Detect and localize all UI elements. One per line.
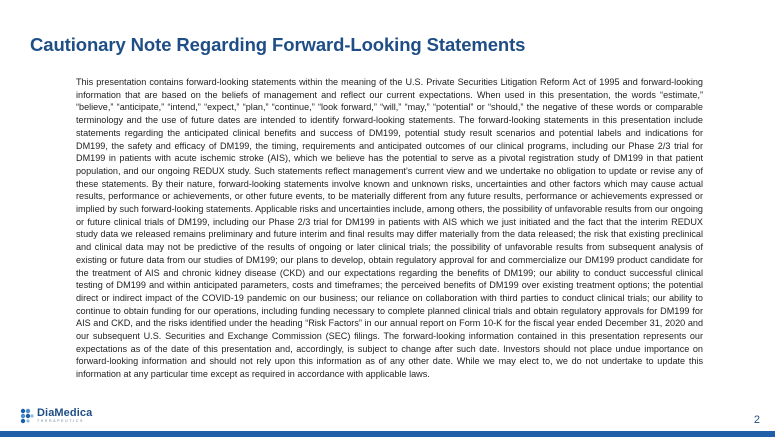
- disclaimer-paragraph: This presentation contains forward-looking statements within the meaning of the U.S. Private Securities Litigation Reform Act of 1995 and forward-looking information that are based on the beliefs of management and reflect our current expectations. When used in this presentation, the words “estimate,” “believe,” “anticipate,” “intend,” “expect,” “plan,” “continue,” “look forward,” “will,” “may,” “potential” or “should,” the negative of these words or comparable terminology and the use of future dates are intended to identify forward-looking statements. The forward-looking statements in this presentation include statements regarding the anticipated clinical benefits and success of DM199, potential study result scenarios and potential labels and indications for DM199, the safety and efficacy of DM199, the timing, requirements and anticipated outcomes of our clinical programs, including our Phase 2/3 trial for DM199 in patients with acute ischemic stroke (AIS), which we believe has the potential to serve as a pivotal registration study of DM199 in that patient population, and our ongoing REDUX study. Such statements reflect management’s current view and we undertake no obligation to update or revise any of these statements. By their nature, forward-looking statements involve known and unknown risks, uncertainties and other factors which may cause actual results, performance or achievements, or other future events, to be materially different from any future results, performance or achievements expressed or implied by such forward-looking statements. Applicable risks and uncertainties include, among others, the possibility of unfavorable results from our ongoing or future clinical trials of DM199, including our Phase 2/3 trial for DM199 in patients with AIS which we just initiated and the fact that the interim REDUX study data we released remains preliminary and future interim and final results may differ materially from the data released; the risk that existing preclinical and clinical data may not be predictive of the results of ongoing or later clinical trials; the possibility of unfavorable results from subsequent analysis of existing or future data from our studies of DM199; our plans to develop, obtain regulatory approval for and commercialize our DM199 product candidate for the treatment of AIS and chronic kidney disease (CKD) and our expectations regarding the benefits of DM199; our ability to conduct successful clinical testing of DM199 and within anticipated parameters, costs and timeframes; the perceived benefits of DM199 over existing treatment options; the potential direct or indirect impact of the COVID-19 pandemic on our business; our reliance on collaboration with third parties to conduct clinical trials; our ability to continue to obtain funding for our operations, including funding necessary to complete planned clinical trials and obtain regulatory approvals for DM199 for AIS and CKD, and the risks identified under the heading “Risk Factors” in our annual report on Form 10-K for the fiscal year ended December 31, 2020 and our subsequent U.S. Securities and Exchange Commission (SEC) filings. The forward-looking information contained in this presentation represents our expectations as of the date of this presentation and, accordingly, is subject to change after such date. Investors should not place undue importance on forward-looking information and should not rely upon this information as of any other date. While we may elect to, we do not undertake to update this information at any particular time except as required in accordance with applicable laws.: [76, 77, 703, 380]
- logo-name: DiaMedica: [37, 407, 93, 420]
- page-number: 2: [753, 414, 760, 426]
- logo-mark-icon: [20, 408, 34, 424]
- slide-title: Cautionary Note Regarding Forward-Looking Statements: [30, 34, 526, 55]
- company-logo: [20, 407, 92, 425]
- footer-bar: [0, 431, 775, 437]
- logo-tagline: THERAPEUTICS: [37, 419, 84, 424]
